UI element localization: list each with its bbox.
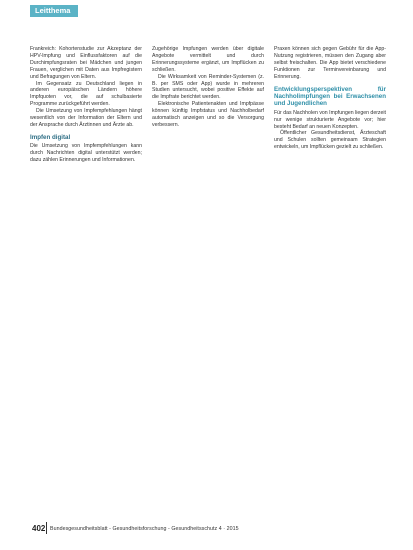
column-3 [274, 46, 386, 518]
page-header [0, 0, 413, 18]
section-tab: Leitthema [30, 5, 78, 17]
paragraph: Frankreich: Kohortenstudie zur Akzeptanz der HPV-Impfung und Einflussfaktoren auf die Durchimpfungsraten bei Mädchen und jungen Frauen, verglichen mit Daten aus Impfregistern und Befragungen von Eltern. [30, 46, 142, 80]
page-number: 402 [32, 524, 46, 533]
paragraph: Die Umsetzung von Impfempfehlungen kann durch Nachrichten digital unterstützt werden; dazu zählen Erinnerungen und Informationen. [30, 143, 142, 164]
column-2 [152, 46, 264, 518]
section-heading: Entwicklungsperspektiven für Nachholimpfungen bei Erwachsenen und Jugendlichen [274, 85, 386, 108]
paragraph: Zugehörige Impfungen werden über digitale Angebote vermittelt und durch Erinnerungssysteme ergänzt, um Impflücken zu schließen. [152, 46, 264, 73]
paragraph: Im Gegensatz zu Deutschland liegen in anderen europäischen Ländern höhere Impfquoten vor, die auf schulbasierte Programme zurückgeführt werden. [30, 80, 142, 108]
section-heading: Impfen digital [30, 133, 71, 141]
article-body [30, 46, 386, 518]
paragraph: Öffentlicher Gesundheitsdienst, Ärzteschaft und Schulen sollten gemeinsam Strategien entwickeln, um Impflücken gezielt zu schließen. [274, 130, 386, 151]
journal-citation: Bundesgesundheitsblatt - Gesundheitsforschung - Gesundheitsschutz 4 · 2015 [50, 526, 239, 532]
footer-divider [46, 522, 47, 534]
paragraph: Für das Nachholen von Impfungen liegen derzeit nur wenige strukturierte Angebote vor; hier besteht Bedarf an neuen Konzepten. [274, 109, 386, 130]
paragraph: Elektronische Patientenakten und Impfpässe können künftig Impfstatus und Nachholbedarf automatisch anzeigen und so die Versorgung verbessern. [152, 101, 264, 128]
paragraph: Praxen können sich gegen Gebühr für die App-Nutzung registrieren, müssen den Zugang aber selbst freischalten. Die App bietet verschiedene Funktionen zur Terminvereinbarung und Erinnerung. [274, 46, 386, 80]
paragraph: Die Wirksamkeit von Reminder-Systemen (z. B. per SMS oder App) wurde in mehreren Studien untersucht, wobei positive Effekte auf die Impfrate berichtet werden. [152, 73, 264, 101]
paragraph: Die Umsetzung von Impfempfehlungen hängt wesentlich von der Information der Eltern und der Ansprache durch Ärztinnen und Ärzte ab. [30, 108, 142, 128]
column-1 [30, 46, 142, 518]
